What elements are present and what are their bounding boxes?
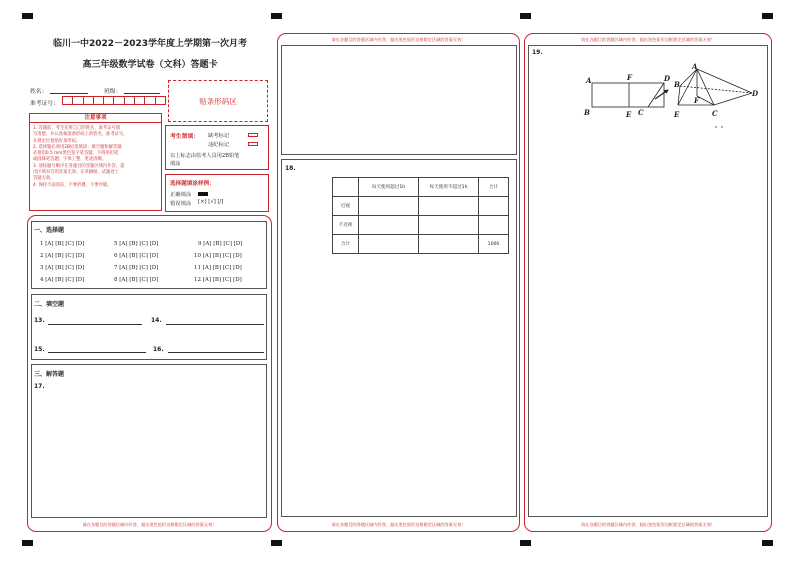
fill-example-box — [165, 174, 269, 212]
timing-mark — [762, 13, 773, 19]
choice-q10[interactable]: 10 [A] [B] [C] [D] — [194, 253, 242, 259]
q15-label: 15. — [34, 346, 45, 353]
table-cell[interactable] — [419, 216, 479, 235]
timing-mark — [271, 13, 282, 19]
q17-continued-area — [281, 45, 517, 155]
choice-q12[interactable]: 12 [A] [B] [C] [D] — [194, 277, 242, 283]
table-cell[interactable] — [419, 197, 479, 216]
choice-q9[interactable]: 9 [A] [B] [C] [D] — [198, 241, 243, 247]
table-cell: 近视 — [333, 197, 359, 216]
choice-q6[interactable]: 6 [A] [B] [C] [D] — [114, 253, 159, 259]
fig-label-a2: A — [692, 62, 698, 71]
notice-title: 注意事项 — [30, 114, 161, 123]
table-cell: 不近视 — [333, 216, 359, 235]
timing-mark — [22, 540, 33, 546]
fig-label-f2: F — [694, 96, 699, 105]
fig-label-b: B — [584, 108, 590, 117]
fig-label-c: C — [638, 108, 644, 117]
notice-line: 在规定位置贴好条形码。 — [33, 138, 81, 144]
fig-label-c2: C — [712, 109, 718, 118]
fig-label-e: E — [626, 110, 632, 119]
notice-line: 必须用0.5 mm黑色签字笔答题，不得用铅笔 — [33, 151, 119, 157]
fig-label-b2: B — [674, 80, 680, 89]
answer-area-warning: 请在各题目的答题区域内作答，超出黑色矩形边框限定区域的答案无效！ — [331, 522, 466, 527]
q13-answer-line[interactable] — [48, 324, 142, 325]
notice-line: 或圆珠笔答题；字体工整、笔迹清晰。 — [33, 157, 107, 163]
ticket-label: 准考证号： — [30, 101, 59, 107]
table-cell[interactable] — [479, 216, 509, 235]
q16-answer-line[interactable] — [168, 352, 264, 353]
table-cell: 合计 — [479, 178, 509, 197]
barcode-label: 贴条形码区 — [199, 96, 237, 106]
edge-ba — [680, 69, 697, 86]
choice-q2[interactable]: 2 [A] [B] [C] [D] — [40, 253, 85, 259]
solution-section-title: 三、解答题 — [34, 371, 65, 378]
fig-label-d2: D — [752, 89, 759, 98]
table-cell: 每天使用不超过1h — [419, 178, 479, 197]
q14-answer-line[interactable] — [166, 324, 264, 325]
notice-line: 3. 请按题号顺序在各题目的答题区域内作答，超 — [33, 163, 125, 169]
choice-q11[interactable]: 11 [A] [B] [C] [D] — [194, 265, 242, 271]
notice-line: 1. 答题前，考生先将自己的姓名、准考证号填 — [33, 126, 121, 131]
q15-answer-line[interactable] — [48, 352, 146, 353]
rectangle-abcd — [592, 83, 664, 107]
q18-contingency-table — [332, 177, 509, 254]
timing-mark — [271, 540, 282, 546]
notice-line: 出区域书写的答案无效；在草稿纸、试题卷上 — [33, 170, 119, 176]
q19-geometry-figure — [580, 62, 770, 132]
q17-label: 17. — [34, 383, 45, 390]
timing-mark — [22, 13, 33, 19]
fill-in-section — [31, 294, 267, 360]
notice-line: 写清楚，并认真核准条形码上的姓名、准考证号， — [33, 132, 128, 138]
status-note: 填涂 — [170, 161, 181, 167]
name-label: 姓名： — [30, 89, 48, 95]
wrong-fill-samples: [×] [√] [/] — [198, 199, 224, 205]
table-cell[interactable] — [359, 197, 419, 216]
table-row — [333, 216, 509, 235]
choice-q7[interactable]: 7 [A] [B] [C] [D] — [114, 265, 159, 271]
q13-label: 13. — [34, 317, 45, 324]
table-cell[interactable] — [359, 235, 419, 254]
answer-area-warning: 请在各题目的答题区域内作答，超出黑色矩形边框限定区域的答案无效！ — [580, 522, 715, 527]
timing-mark — [520, 13, 531, 19]
edge-ac — [697, 69, 714, 105]
fill-in-section-title: 二、填空题 — [34, 301, 65, 308]
name-field[interactable] — [50, 93, 88, 94]
notice-list — [30, 123, 161, 189]
q19-label: 19. — [532, 49, 543, 56]
notice-line: 答题无效。 — [33, 176, 55, 182]
correct-fill-label: 正确填涂 — [170, 192, 192, 198]
table-cell: 合计 — [333, 235, 359, 254]
violation-label: 违纪标记 — [208, 142, 230, 148]
violation-checkbox[interactable] — [248, 142, 258, 146]
notice-box — [29, 113, 162, 211]
table-row — [333, 178, 509, 197]
absent-checkbox[interactable] — [248, 133, 258, 137]
exam-status-box — [165, 125, 269, 170]
answer-area-warning: 请在各题目的答题区域内作答，超出黑色矩形边框限定区域的答案无效！ — [82, 522, 217, 527]
table-row — [333, 235, 509, 254]
choice-section-title: 一、选择题 — [34, 227, 65, 234]
notice-line: 2. 选择题必须用2B铅笔填涂；填空题和解答题 — [33, 144, 122, 150]
edge-cd — [714, 93, 752, 105]
table-cell[interactable] — [479, 197, 509, 216]
answer-area-warning: 请在各题目的答题区域内作答，超出黑色矩形边框限定区域的答案无效！ — [580, 37, 715, 42]
timing-mark — [520, 540, 531, 546]
choice-q5[interactable]: 5 [A] [B] [C] [D] — [114, 241, 159, 247]
ticket-number-boxes[interactable] — [62, 96, 166, 105]
status-note: 以上标志由监考人员用2B铅笔 — [170, 153, 240, 159]
notice-line: 4. 保持卡面清洁，不要折叠、不要弄破。 — [33, 182, 112, 188]
table-cell[interactable] — [359, 216, 419, 235]
fill-example-title: 选择题填涂样例： — [170, 181, 215, 187]
choice-q1[interactable]: 1 [A] [B] [C] [D] — [40, 241, 85, 247]
choice-q8[interactable]: 8 [A] [B] [C] [D] — [114, 277, 159, 283]
choice-q3[interactable]: 3 [A] [B] [C] [D] — [40, 265, 85, 271]
timing-mark — [762, 540, 773, 546]
fig-label-f: F — [627, 73, 632, 82]
fig-label-a: A — [586, 76, 592, 85]
class-field[interactable] — [124, 93, 160, 94]
table-cell: 1000 — [479, 235, 509, 254]
fig-label-e2: E — [674, 110, 680, 119]
table-cell — [333, 178, 359, 197]
class-label: 班级： — [104, 89, 122, 95]
dot — [721, 126, 722, 127]
solution-section — [31, 364, 267, 518]
q16-label: 16. — [153, 346, 164, 353]
answer-area-warning: 请在各题目的答题区域内作答，超出黑色矩形边框限定区域的答案无效！ — [331, 37, 466, 42]
table-row — [333, 197, 509, 216]
correct-fill-sample — [198, 192, 208, 196]
edge-bd-hidden — [680, 86, 752, 93]
wrong-fill-label: 错误填涂 — [170, 201, 192, 207]
exam-title: 临川一中2022－2023学年度上学期第一次月考 — [52, 39, 248, 49]
choice-q4[interactable]: 4 [A] [B] [C] [D] — [40, 277, 85, 283]
edge-ad — [697, 69, 752, 93]
barcode-area — [168, 80, 268, 122]
q14-label: 14. — [151, 317, 162, 324]
table-cell[interactable] — [419, 235, 479, 254]
q18-label: 18. — [285, 165, 296, 172]
fig-label-d: D — [664, 74, 671, 83]
exam-status-title: 考生禁填： — [170, 134, 199, 140]
exam-subtitle: 高三年级数学试卷（文科）答题卡 — [82, 60, 218, 70]
dot — [715, 126, 716, 127]
table-cell: 每天使用超过1h — [359, 178, 419, 197]
absent-label: 缺考标记 — [208, 133, 230, 139]
